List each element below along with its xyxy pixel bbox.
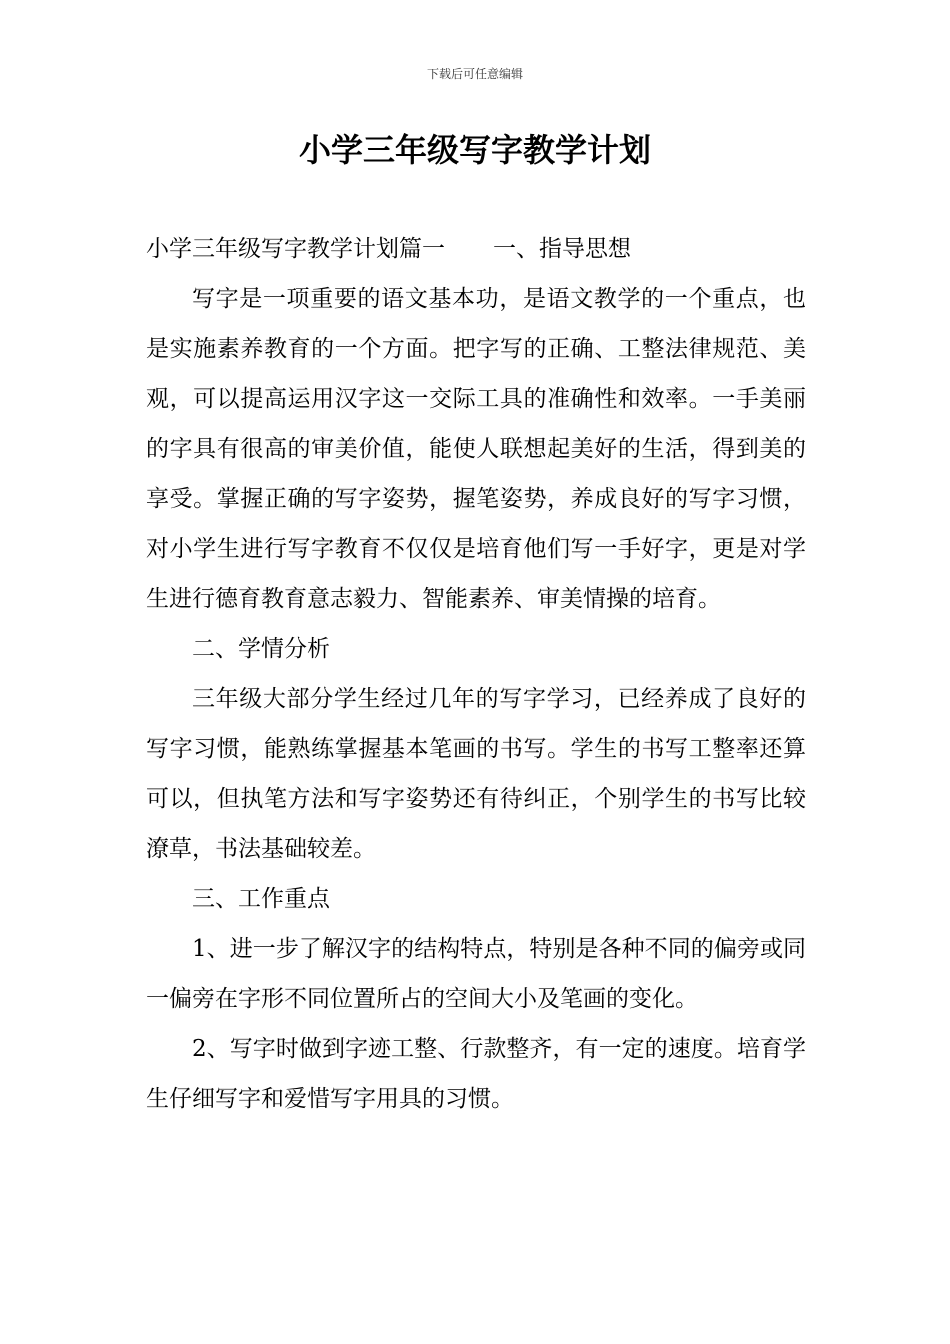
paragraph-student-analysis: 三年级大部分学生经过几年的写字学习，已经养成了良好的写字习惯，能熟练掌握基本笔画的书写。学生的书写工整率还算可以，但执笔方法和写字姿势还有待纠正，个别学生的书写比较潦草，书法基础较差。 [146,686,806,862]
header-note: 下载后可任意编辑 [426,67,523,81]
heading-work-focus: 三、工作重点 [192,886,330,912]
paragraph-guiding-thought: 写字是一项重要的语文基本功，是语文教学的一个重点，也是实施素养教育的一个方面。把字写的正确、工整法律规范、美观，可以提高运用汉字这一交际工具的准确性和效率。一手美丽的字具有很高的审美价值，能使人联想起美好的生活，得到美的享受。掌握正确的写字姿势，握笔姿势，养成良好的写字习惯，对小学生进行写字教育不仅仅是培育他们写一手好字，更是对学生进行德育教育意志毅力、智能素养、审美情操的培育。 [146,286,806,612]
document-body [146,224,806,1124]
subtitle-right: 一、指导思想 [493,236,631,262]
document-title: 小学三年级写字教学计划 [298,131,651,169]
subtitle-line [146,224,806,274]
paragraph-focus-item-2: 2、写字时做到字迹工整、行款整齐，有一定的速度。培育学生仔细写字和爱惜写字用具的习惯。 [146,1036,806,1112]
subtitle-left: 小学三年级写字教学计划篇一 [146,236,445,262]
heading-student-analysis: 二、学情分析 [192,636,330,662]
paragraph-focus-item-1: 1、进一步了解汉字的结构特点，特别是各种不同的偏旁或同一偏旁在字形不同位置所占的空间大小及笔画的变化。 [146,936,806,1012]
